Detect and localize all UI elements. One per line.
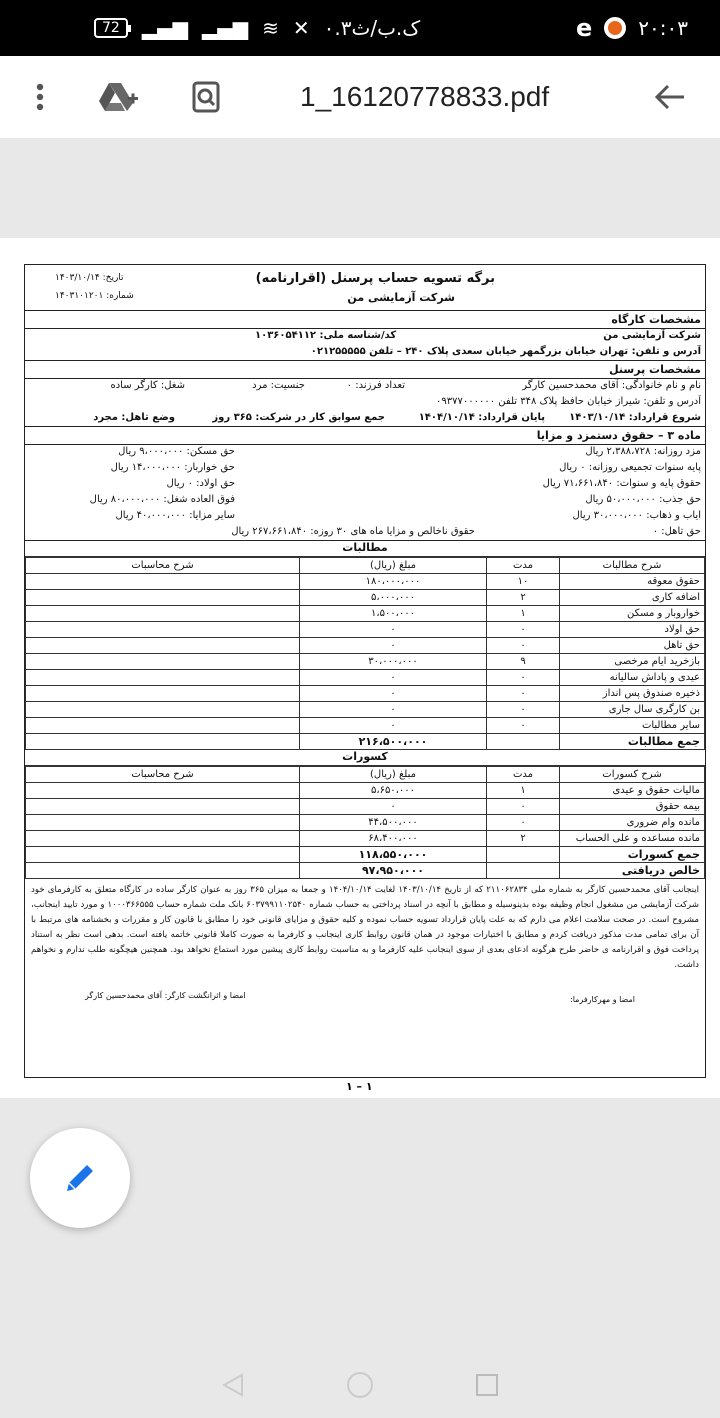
transport: ایاب و ذهاب: ۳۰،۰۰۰،۰۰۰ ریال: [572, 510, 701, 521]
claims-col-note: شرح محاسبات: [26, 558, 300, 574]
gender: جنسیت: مرد: [252, 380, 305, 391]
table-row: [26, 622, 705, 638]
app-record-icon: [604, 17, 626, 39]
app-e-icon: e: [576, 14, 593, 42]
pdf-viewer[interactable]: [0, 138, 720, 1280]
contract-row: [25, 411, 705, 427]
edit-fab-button[interactable]: [30, 1128, 130, 1228]
settlement-document: [24, 264, 706, 1078]
deductions-total: ۱۱۸،۵۵۰،۰۰۰: [300, 847, 487, 863]
nav-recents-icon[interactable]: [476, 1374, 498, 1396]
service-total: جمع سوابق کار در شرکت: ۳۶۵ روز: [212, 412, 385, 423]
claim-note: [26, 622, 300, 638]
wage-row-2: [25, 461, 705, 477]
employer-signature: امضا و مهرکارفرما:: [570, 995, 635, 1004]
signal-icon: ▂▄▆: [141, 16, 188, 40]
net-dur: [487, 863, 560, 879]
wage-row-5: [25, 509, 705, 525]
claim-desc: اضافه کاری: [560, 590, 705, 606]
status-bar: [0, 0, 720, 56]
claims-header-row: [26, 558, 705, 574]
table-row: [26, 702, 705, 718]
deduction-dur: ۲: [487, 831, 560, 847]
nav-back-icon[interactable]: [222, 1373, 244, 1397]
claim-amt: ۰: [300, 702, 487, 718]
wage-row-1: [25, 445, 705, 461]
claim-dur: ۱: [487, 606, 560, 622]
deductions-col-note: شرح محاسبات: [26, 767, 300, 783]
table-row: [26, 590, 705, 606]
claim-amt: ۳۰،۰۰۰،۰۰۰: [300, 654, 487, 670]
claim-note: [26, 670, 300, 686]
claim-desc: بن کارگری سال جاری: [560, 702, 705, 718]
food: حق خواربار: ۱۴،۰۰۰،۰۰۰ ریال: [110, 462, 235, 473]
claim-desc: حقوق معوقه: [560, 574, 705, 590]
claim-amt: ۰: [300, 686, 487, 702]
deduction-dur: ۰: [487, 815, 560, 831]
deductions-col-amt: مبلغ (ریال): [300, 767, 487, 783]
net-label: خالص دریافتی: [560, 863, 705, 879]
deductions-col-dur: مدت: [487, 767, 560, 783]
doc-number: شماره: ۱۴۰۳۱۰۱۲۰۱: [55, 291, 134, 301]
personnel-section-title: مشخصات پرسنل: [25, 361, 705, 379]
contract-start: شروع قرارداد: ۱۴۰۳/۱۰/۱۴: [569, 412, 701, 423]
claims-col-dur: مدت: [487, 558, 560, 574]
claim-desc: عیدی و پاداش سالیانه: [560, 670, 705, 686]
claim-dur: ۰: [487, 638, 560, 654]
claim-note: [26, 590, 300, 606]
claim-note: [26, 686, 300, 702]
doc-search-icon[interactable]: [186, 56, 226, 138]
table-row: [26, 574, 705, 590]
claim-dur: ۰: [487, 670, 560, 686]
person-row: [25, 379, 705, 395]
claim-amt: ۱،۵۰۰،۰۰۰: [300, 606, 487, 622]
mute-icon: ✕: [292, 16, 310, 40]
table-row: [26, 654, 705, 670]
file-title: 1_16120778833.pdf: [300, 81, 550, 112]
person-address-row: [25, 395, 705, 411]
claim-desc: سایر مطالبات: [560, 718, 705, 734]
claims-title: مطالبات: [25, 541, 705, 557]
housing: حق مسکن: ۹،۰۰۰،۰۰۰ ریال: [118, 446, 235, 457]
arrow-back-icon[interactable]: [650, 56, 690, 138]
table-row: [26, 670, 705, 686]
signatures: [25, 977, 705, 1027]
doc-date: تاریخ: ۱۴۰۳/۱۰/۱۴: [55, 273, 124, 283]
deductions-table: [25, 766, 705, 879]
deduction-amt: ۵،۶۵۰،۰۰۰: [300, 783, 487, 799]
deduction-dur: ۰: [487, 799, 560, 815]
marital-status: وضع تاهل: مجرد: [93, 412, 175, 423]
clock: ۲۰:۰۳: [638, 16, 688, 40]
contract-end: پایان قرارداد: ۱۴۰۴/۱۰/۱۴: [418, 412, 545, 423]
marriage: حق تاهل: ۰: [652, 526, 701, 537]
wifi-icon: ≋: [262, 16, 279, 40]
edit-pencil-icon: [63, 1161, 97, 1195]
deduction-note: [26, 815, 300, 831]
claim-note: [26, 702, 300, 718]
deduction-desc: مالیات حقوق و عیدی: [560, 783, 705, 799]
app-toolbar: [0, 56, 720, 138]
claim-amt: ۱۸۰،۰۰۰،۰۰۰: [300, 574, 487, 590]
article-title: ماده ۳ – حقوق دستمزد و مزایا: [25, 427, 705, 445]
claims-table: [25, 557, 705, 750]
claim-amt: ۵،۰۰۰،۰۰۰: [300, 590, 487, 606]
deduction-note: [26, 783, 300, 799]
claim-desc: حق تاهل: [560, 638, 705, 654]
net-row: [26, 863, 705, 879]
person-address: آدرس و تلفن: شیراز خیابان حافظ پلاک ۳۴۸ تلفن ۰۹۳۷۷۰۰۰۰۰۰: [436, 396, 701, 407]
claim-dur: ۰: [487, 702, 560, 718]
table-row: [26, 815, 705, 831]
deduction-desc: مانده مساعده و علی الحساب: [560, 831, 705, 847]
deduction-dur: ۱: [487, 783, 560, 799]
claims-total-dur: [487, 734, 560, 750]
deduction-note: [26, 831, 300, 847]
claim-note: [26, 606, 300, 622]
person-name: نام و نام خانوادگی: آقای محمدحسین کارگر: [522, 380, 701, 391]
claim-dur: ۱۰: [487, 574, 560, 590]
claim-desc: حق اولاد: [560, 622, 705, 638]
claim-desc: بازخرید ایام مرخصی: [560, 654, 705, 670]
employer-row: [25, 329, 705, 345]
wage-row-3: [25, 477, 705, 493]
nav-home-icon[interactable]: [347, 1372, 373, 1398]
employer-address: آدرس و تلفن: تهران خیابان بزرگمهر خیابان سعدی پلاک ۲۴۰ – تلفن ۰۲۱۲۵۵۵۵۵: [310, 346, 701, 357]
deductions-total-dur: [487, 847, 560, 863]
claim-note: [26, 654, 300, 670]
claim-amt: ۰: [300, 622, 487, 638]
job: شغل: کارگر ساده: [110, 380, 185, 391]
claim-desc: خواروبار و مسکن: [560, 606, 705, 622]
claim-amt: ۰: [300, 718, 487, 734]
claims-total-label: جمع مطالبات: [560, 734, 705, 750]
deduction-note: [26, 799, 300, 815]
table-row: [26, 799, 705, 815]
deductions-col-desc: شرح کسورات: [560, 767, 705, 783]
status-left: [94, 16, 420, 40]
wage-row-6: [25, 525, 705, 541]
attraction: حق جذب: ۵۰،۰۰۰،۰۰۰ ریال: [585, 494, 701, 505]
doc-company: شرکت آزمایشی من: [347, 291, 455, 304]
claim-dur: ۰: [487, 686, 560, 702]
battery-icon: 72: [94, 18, 128, 38]
deductions-total-row: [26, 847, 705, 863]
employer-section-title: مشخصات کارگاه: [25, 311, 705, 329]
deduction-amt: ۴۴،۵۰۰،۰۰۰: [300, 815, 487, 831]
table-row: [26, 686, 705, 702]
table-row: [26, 718, 705, 734]
deduction-desc: بیمه حقوق: [560, 799, 705, 815]
deductions-header-row: [26, 767, 705, 783]
deduction-amt: ۰: [300, 799, 487, 815]
deductions-title: کسورات: [25, 750, 705, 766]
child-allowance: حق اولاد: ۰ ریال: [166, 478, 235, 489]
monthly-total: حقوق ناخالص و مزایا ماه های ۳۰ روزه: ۲۶۷،۶۶۱،۸۴۰ ریال: [231, 526, 475, 537]
table-row: [26, 783, 705, 799]
drive-add-icon[interactable]: [96, 56, 140, 138]
daily-wage: مزد روزانه: ۲،۳۸۸،۷۲۸ ریال: [585, 446, 701, 457]
deduction-amt: ۶۸،۴۰۰،۰۰۰: [300, 831, 487, 847]
other-benefits: سایر مزایا: ۴۰،۰۰۰،۰۰۰ ریال: [115, 510, 235, 521]
worker-signature: امضا و اثرانگشت کارگر: آقای محمدحسین کارگر: [85, 991, 246, 1000]
doc-header: [25, 265, 705, 311]
seniority-base: پایه سنوات تجمیعی روزانه: ۰ ریال: [559, 462, 701, 473]
claims-total-note: [26, 734, 300, 750]
deductions-total-label: جمع کسورات: [560, 847, 705, 863]
system-nav-bar: [0, 1352, 720, 1418]
signal-icon-2: ▂▄▆: [201, 16, 249, 40]
table-row: [26, 831, 705, 847]
claim-dur: ۰: [487, 718, 560, 734]
carrier-text: ۰.۳ک.ب/ث: [323, 16, 421, 40]
claim-desc: ذخیره صندوق پس انداز: [560, 686, 705, 702]
claim-amt: ۰: [300, 638, 487, 654]
claims-total-row: [26, 734, 705, 750]
children-count: تعداد فرزند: ۰: [346, 380, 405, 391]
more-vert-icon[interactable]: [20, 56, 60, 138]
claims-col-desc: شرح مطالبات: [560, 558, 705, 574]
declaration-paragraph: اینجانب آقای محمدحسین کارگر به شماره ملی ۲۱۱۰۶۲۸۳۴ که از تاریخ ۱۴۰۳/۱۰/۱۴ لغایت ۱۴۰۴/۱۰/۱۴ و جمعا به میزان ۳۶۵ روز به عنوان کارگر ساده در کارگاه متعلق به کارفرمای خود شرکت آزمایشی من مشغول انجام وظیفه بوده بدینوسیله و مطابق با آنچه در اسناد پرداختی به حساب شماره ۶۰۳۷۹۹۱۱۰۲۵۴۰ بانک ملت شماره حساب ۱۰۰۰۳۶۶۵۵۵ و مورد تایید اینجانب، مشروح است. در صحت سلامت اعلام می دارم که به علت پایان قرارداد تسویه حساب نموده و کلیه حقوق و مزایای قانونی خود را مطابق با قانون کار و مقررات و بخشنامه های مرتبط با آن برای تمامی مدت مذکور دریافت کردم و مطابق با اختیارات موجود در همان قانون روابط کاری اینجانب و کارفرما به صورت کاملا قانونی خاتمه یافته است. بدهی است نظر به استناد پرداخت فوق و اقرارنامه ی حاضر طرح هرگونه ادعای بعدی از سوی اینجانب علیه کارفرما و به مناسبت روابط کاری پیشین مورد استماع نخواهد بود. همچنین هیچگونه طلب ندارم و نخواهم داشت.: [31, 885, 700, 970]
employer-address-row: [25, 345, 705, 361]
page-number: ۱ – ۱: [346, 1080, 373, 1093]
employer-name: شرکت آزمایشی من: [603, 330, 701, 341]
table-row: [26, 606, 705, 622]
overtime-job: فوق العاده شغل: ۸۰،۰۰۰،۰۰۰ ریال: [89, 494, 235, 505]
deduction-desc: مانده وام ضروری: [560, 815, 705, 831]
claim-dur: ۰: [487, 622, 560, 638]
claim-amt: ۰: [300, 670, 487, 686]
doc-title: برگه تسویه حساب پرسنل (اقرارنامه): [255, 271, 495, 286]
table-row: [26, 638, 705, 654]
claim-note: [26, 574, 300, 590]
claim-note: [26, 718, 300, 734]
net-note: [26, 863, 300, 879]
claims-total: ۲۱۶،۵۰۰،۰۰۰: [300, 734, 487, 750]
claim-dur: ۹: [487, 654, 560, 670]
claims-col-amt: مبلغ (ریال): [300, 558, 487, 574]
pdf-page: [0, 238, 720, 1098]
claim-note: [26, 638, 300, 654]
status-right: [576, 14, 688, 42]
net-amount: ۹۷،۹۵۰،۰۰۰: [300, 863, 487, 879]
wage-row-4: [25, 493, 705, 509]
deductions-total-note: [26, 847, 300, 863]
national-id: کد/شناسه ملی: ۱۰۳۶۰۵۴۱۱۲: [255, 330, 397, 341]
claim-dur: ۲: [487, 590, 560, 606]
base-salary: حقوق پایه و سنوات: ۷۱،۶۶۱،۸۴۰ ریال: [542, 478, 701, 489]
